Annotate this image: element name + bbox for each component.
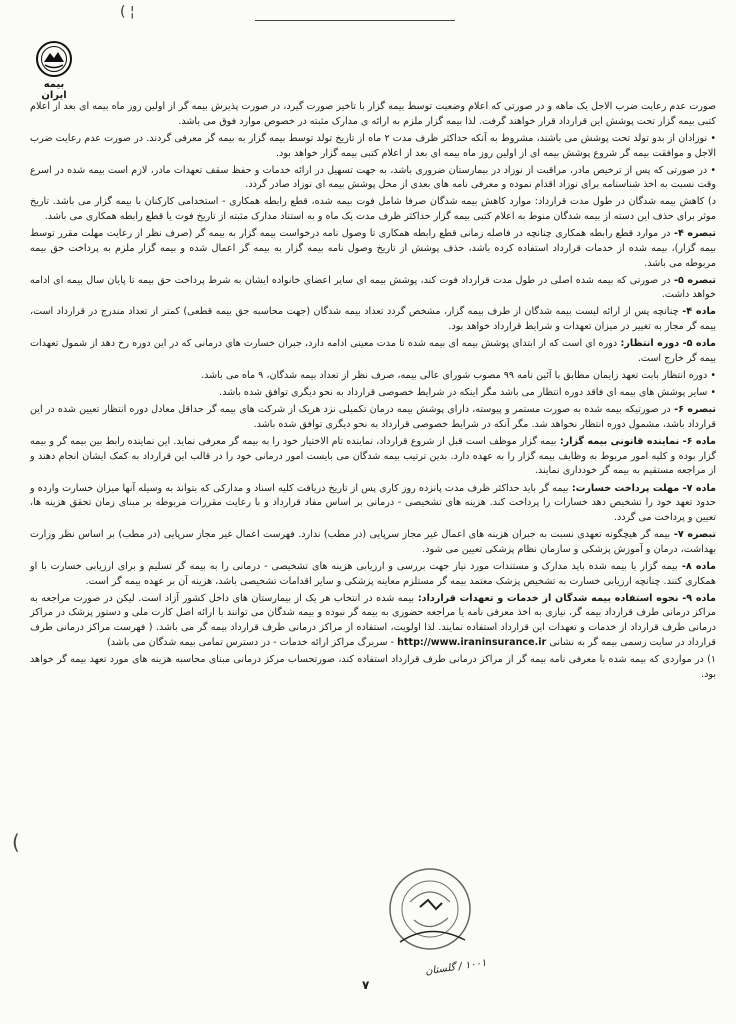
paragraph-12: ماده ۶- نماینده قانونی بیمه گزار: بیمه گزار موظف است قبل از شروع قرارداد، نماینده تام الاختیار خود را به بیمه گر معرفی نماید. این نماینده رابط بین بیمه گر و بیمه گزار بوده و کلیه امور مربوط به وظایف بیمه گزار را به عهده دارد. بدین ترتیب بیمه شدگان می بایست امور درمانی خود را در قالب این قرارداد به کمک ایشان انجام دهند و از مراجعه مستقیم به بیمه گر خودداری نمایند. (30, 436, 716, 477)
paragraph-3: • در صورتی که پس از ترخیص مادر، مراقبت از نوزاد در بیمارستان ضروری باشد، به جهت تسهیل در ارائه خدمات و حفظ سقف تعهدات مادر، لازم است بیمه شده در اسرع وقت نسبت به اخذ شناسنامه برای نوزاد اقدام نموده و معرفی نامه های بعدی از محل پوشش بیمه ای نوزاد صادر گردد. (30, 164, 716, 191)
paragraph-16: ماده ۹- نحوه استفاده بیمه شدگان از خدمات و تعهدات قرارداد: بیمه شده در انتخاب هر یک از بیمارستان های داخل کشور آزاد است. لیکن در صورت مراجعه به مراکز درمانی طرف قرارداد بیمه گر، نیازی به اخذ معرفی نامه یا مراجعه حضوری به بیمه گر نبوده و بیمه شدگان می توانند با ارائه اصل کارت ملی و دستور پزشک در مراکز درمانی طرف قرارداد از خدمات و تعهدات این قرارداد استفاده نمایند. لذا اولویت، استفاده از مراکز درمانی طرف قرارداد بیمه گر می باشد. ( فهرست مراکز درمانی طرف قرارداد در سایت رسمی بیمه گر به نشانی http://www.iraninsurance.ir - سربرگ مراکز ارائه خدمات - در دسترس تمامی بیمه شدگان می باشد) (30, 592, 716, 648)
stamp-text: ۱۰۰۱ / گلستان (424, 957, 488, 978)
paragraph-15: ماده ۸- بیمه گزار یا بیمه شده باید مدارک و مستندات مورد نیاز جهت بررسی و ارزیابی هزینه های تشخیصی - درمانی را به بیمه گر تسلیم و برای ارزیابی خسارت با او همکاری کنند. چنانچه ارزیابی خسارت به تشخیص پزشک معتمد بیمه گر مستلزم معاینه پزشکی و سایر اقدامات تشخیصی باشد، هزینه آن بر عهده بیمه گر است. (30, 560, 716, 587)
margin-mark: ) (12, 830, 20, 854)
seal-stamp-icon (380, 862, 480, 957)
paragraph-13: ماده ۷- مهلت پرداخت خسارت: بیمه گر باید حداکثر ظرف مدت پانزده روز کاری پس از تاریخ دریافت کلیه اسناد و مدارکی که بتواند به وسیله آنها میزان خسارت وارده و حدود تعهد خود را تشخیص دهد خسارات را پرداخت کند. هزینه های تشخیصی - درمانی بر اساس مفاد قرارداد و با رعایت مقررات مربوطه بر مبنای زمان تحقق هزینه ها، تعیین و پرداخت می گردد. (30, 482, 716, 523)
paragraph-7: ماده ۴- چنانچه پس از ارائه لیست بیمه شدگان از طرف بیمه گزار، مشخص گردد تعداد بیمه شدگان (جهت محاسبه حق بیمه قطعی) کمتر از تعداد مندرج در قرارداد است، بیمه گر مجاز به تغییر در میزان تعهدات و شرایط قرارداد خواهد بود. (30, 306, 716, 333)
top-rule (255, 20, 455, 21)
paragraph-8: ماده ۵- دوره انتظار: دوره ای است که از ابتدای پوشش بیمه ای بیمه شده تا مدت معینی ادامه دارد، جبران خسارت های درمانی که در این دوره رخ دهد از شمول تعهدات بیمه گر خارج است. (30, 338, 716, 364)
top-marks: ( ¦ (120, 4, 135, 20)
paragraph-1: صورت عدم رعایت ضرب الاجل یک ماهه و در صورتی که اعلام وضعیت توسط بیمه گزار با تاخیر صورت گیرد، در صورت پذیرش بیمه گر از اولین روز ماه بیمه ای بعد از اعلام کتبی بیمه گزار تحت پوشش این قرارداد قرار خواهند گرفت. لذا بیمه گزار ملزم به ارائه ی مدارک مثبته در خصوص موارد فوق می باشد. (30, 101, 716, 127)
paragraph-14: تبصره ۷- بیمه گر هیچگونه تعهدی نسبت به جبران هزینه های اعمال غیر مجاز سرپایی (در مطب) ندارد. فهرست اعمال غیر مجاز سرپایی (در مطب) بر اساس نظر وزارت بهداشت، درمان و آموزش پزشکی و سازمان نظام پزشکی تعیین می شود. (30, 529, 716, 555)
paragraph-5: تبصره ۴- در موارد قطع رابطه همکاری چنانچه در فاصله زمانی قطع رابطه همکاری تا وصول نامه درخواست بیمه گزار به بیمه گر (صرف نظر از رعایت مهلت مقرر توسط بیمه گزار)، بیمه شده از خدمات قرارداد استفاده کرده باشد، حذف پوشش از تاریخ وصول نامه بیمه گزار به بیمه گر اعمال شده و بیمه گزار ملزم به پرداخت حق بیمه مربوطه می باشد. (30, 228, 717, 269)
paragraph-9: • دوره انتظار بابت تعهد زایمان مطابق با آئین نامه ۹۹ مصوب شورای عالی بیمه، صرف نظر از تعداد بیمه شدگان، ۹ ماه می باشد. (201, 370, 716, 382)
paragraph-6: تبصره ۵- در صورتی که بیمه شده اصلی در طول مدت قرارداد فوت کند، پوشش بیمه ای سایر اعضای خانواده ایشان به شرط پرداخت حق بیمه تا پایان سال بیمه ای ادامه خواهد داشت. (30, 274, 716, 301)
emblem-icon (35, 40, 73, 78)
paragraph-4: د) کاهش بیمه شدگان در طول مدت قرارداد: موارد کاهش بیمه شدگان صرفا شامل فوت بیمه شده، قطع رابطه همکاری - استخدامی کارکنان با بیمه گزار می باشد. تاریخ موثر برای حذف این دسته از بیمه شدگان منوط به اعلام کتبی بیمه گزار حداکثر ظرف مدت یک ماه و به استناد مدارک مثبته از تاریخ فوت یا قطع رابطه همکاری می باشد. (30, 196, 716, 223)
company-logo (30, 40, 78, 101)
paragraph-11: تبصره ۶- در صورتیکه بیمه شده به صورت مستمر و پیوسته، دارای پوشش بیمه درمان تکمیلی نزد هریک از شرکت های بیمه گر حداقل معادل دوره انتظار تعیین شده در این قرارداد باشد، مشمول دوره انتظار نخواهد شد. مگر آنکه در شرایط خصوصی قرارداد به نحو دیگری توافق شده باشد. (30, 404, 716, 430)
paragraph-10: • سایر پوشش های بیمه ای فاقد دوره انتظار می باشد مگر اینکه در شرایط خصوصی قرارداد به نحو دیگری توافق شده باشد. (219, 387, 716, 399)
paragraph-2: • نوزادان از بدو تولد تحت پوشش می باشند، مشروط به آنکه حداکثر ظرف مدت ۲ ماه از تاریخ تولد توسط بیمه گزار به بیمه گر معرفی گردند. در صورت عدم رعایت ضرب الاجل و موافقت بیمه گر شروع پوشش بیمه ای از اولین روز ماه بیمه ای بعد از اعلام کتبی بیمه گزار خواهد بود. (30, 132, 717, 159)
paragraph-17: ۱) در مواردی که بیمه شده با معرفی نامه بیمه گر از مراکز درمانی طرف قرارداد استفاده کند، صورتحساب مرکز درمانی مبنای محاسبه هزینه های مورد تعهد بیمه گر خواهد بود. (30, 653, 716, 680)
document-body (30, 100, 716, 685)
page-number: ۷ (362, 978, 370, 992)
logo-text: بیمه ایران (41, 79, 67, 101)
website-link[interactable]: http://www.iraninsurance.ir (397, 636, 547, 648)
